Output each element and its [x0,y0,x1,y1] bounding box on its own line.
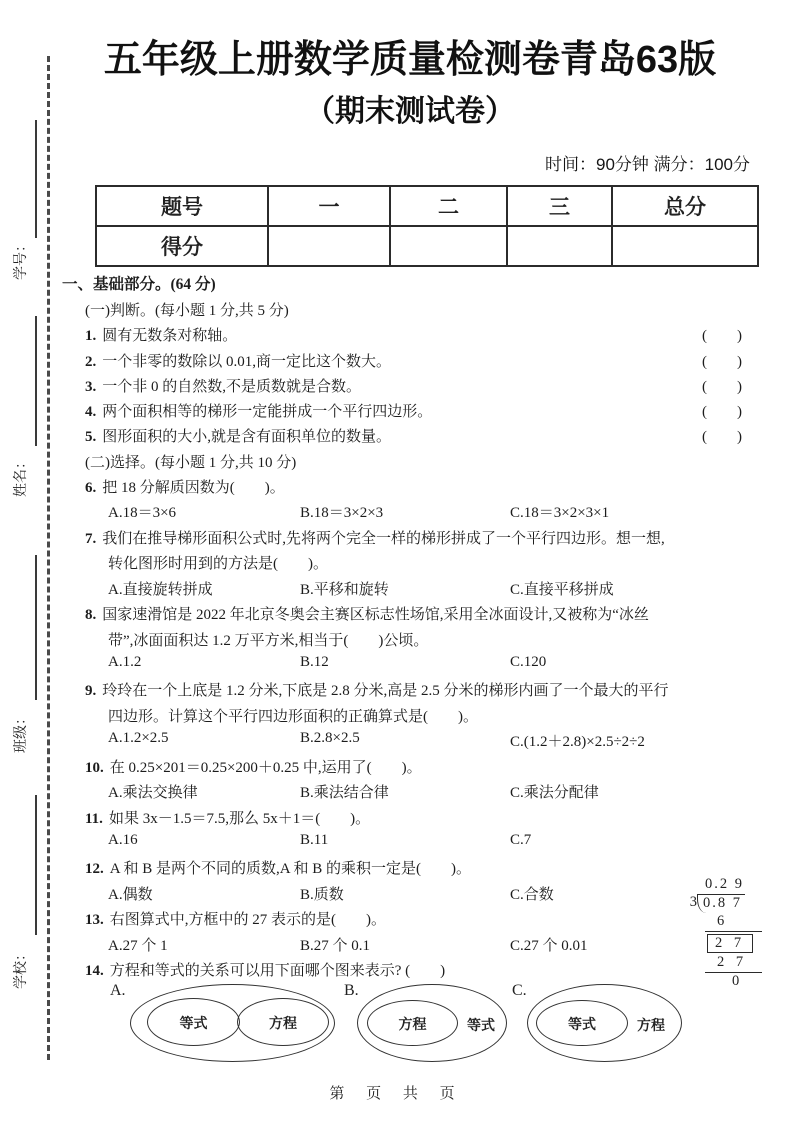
score-cell-empty-3 [507,226,612,266]
choice-question-9: 9. 玲玲在一个上底是 1.2 分米,下底是 2.8 分米,高是 2.5 分米的梯形内画了一个最大的平行 [85,683,669,699]
score-table [95,185,759,267]
question-number: 7. [85,531,97,547]
choice-question-13: 13. 右图算式中,方框中的 27 表示的是( )。 [85,912,386,928]
score-table-header-row [96,186,758,226]
option-c: C.18＝3×2×3×1 [510,505,610,521]
question-number: 5. [85,429,97,445]
option-a: A.16 [108,832,138,848]
school-blank-line [35,795,37,935]
question-number: 8. [85,607,97,623]
question-number: 13. [85,912,104,928]
question-6-options [108,501,748,522]
division-remainder: 0 [732,973,740,989]
score-cell-empty-4 [612,226,758,266]
venn-a-left-text: 等式 [179,1017,208,1032]
option-c: C.27 个 0.01 [510,938,588,954]
paper-subtitle: （期末测试卷） [305,95,515,128]
venn-b-outer-text: 等式 [467,1019,495,1034]
class-blank-line [35,555,37,700]
choice-question-7: 7. 我们在推导梯形面积公式时,先将两个完全一样的梯形拼成了一个平行四边形。想一想, [85,531,665,547]
question-number: 9. [85,683,97,699]
score-cell-score-label: 得分 [96,226,268,266]
binding-dashed-line [47,56,50,1060]
part1-heading: 一、基础部分。(64 分) [62,276,216,293]
option-a: A.27 个 1 [108,938,168,954]
judge-question-2-text: 2. 一个非零的数除以 0.01,商一定比这个数大。 [85,354,392,370]
question-11-options [108,832,748,849]
question-number: 14. [85,963,104,979]
option-a: A.偶数 [108,887,153,903]
option-b: B.12 [300,654,329,670]
score-table-score-row [96,226,758,266]
option-c: C.直接平移拼成 [510,582,614,598]
option-a: A.1.2 [108,654,142,670]
venn-c-label: C. [512,982,527,999]
score-cell-empty-2 [390,226,507,266]
option-a: A.乘法交换律 [108,785,198,801]
judge-answer-paren: ( ) [702,404,742,420]
name-label: 姓名： [14,455,29,497]
judge-answer-paren: ( ) [702,429,742,445]
choice-section-heading: (二)选择。(每小题 1 分,共 10 分) [85,455,297,471]
long-division-figure [686,876,778,990]
venn-c-inner-text: 等式 [568,1018,596,1033]
choice-question-6: 6. 把 18 分解质因数为( )。 [85,480,285,496]
choice-question-9-line2: 四边形。计算这个平行四边形面积的正确算式是( )。 [108,709,478,725]
score-cell-empty-1 [268,226,390,266]
choice-question-12: 12. A 和 B 是两个不同的质数,A 和 B 的乘积一定是( )。 [85,861,472,877]
venn-a-label: A. [110,982,126,999]
choice-question-11: 11. 如果 3x－1.5＝7.5,那么 5x＋1＝( )。 [85,811,371,827]
judge-answer-paren: ( ) [702,354,742,370]
option-c: C.乘法分配律 [510,785,599,801]
judge-question-2 [85,350,742,371]
option-b: B.平移和旋转 [300,582,389,598]
school-label: 学校： [14,947,29,989]
score-cell-total: 总分 [612,186,758,226]
class-label: 班级： [14,711,29,753]
division-step2: 2 7 [717,954,748,970]
option-b: B.乘法结合律 [300,785,389,801]
division-bracket-row [686,894,778,913]
venn-c-outer-text: 方程 [637,1019,665,1034]
division-dividend: 0.8 7 [697,894,745,913]
judge-question-4 [85,400,742,421]
division-step1: 6 [717,913,725,929]
question-number: 11. [85,811,103,827]
judge-answer-paren: ( ) [702,328,742,344]
option-b: B.27 个 0.1 [300,938,371,954]
name-blank-line [35,316,37,446]
judge-question-5 [85,425,742,446]
score-cell-part3: 三 [507,186,612,226]
choice-question-14: 14. 方程和等式的关系可以用下面哪个图来表示? ( ) [85,963,446,979]
question-9-options [108,730,748,751]
option-c: C.7 [510,832,532,848]
page-footer: 第 页 共 页 [329,1086,464,1102]
option-c: C.120 [510,654,547,670]
judge-answer-paren: ( ) [702,379,742,395]
question-7-options [108,578,748,599]
venn-b-inner-text: 方程 [398,1018,427,1033]
judge-section-heading: (一)判断。(每小题 1 分,共 5 分) [85,303,289,319]
time-score-meta: 时间：90分钟 满分：100分 [545,155,750,174]
question-8-options [108,654,748,671]
student-id-blank-line [35,120,37,238]
question-number: 10. [85,760,104,776]
division-quotient: 0.2 9 [705,876,744,892]
choice-question-7-line2: 转化图形时用到的方法是( )。 [108,556,328,572]
question-number: 12. [85,861,104,877]
venn-b-label: B. [344,982,359,999]
choice-question-10: 10. 在 0.25×201＝0.25×200＋0.25 中,运用了( )。 [85,760,422,776]
judge-question-1-text: 1. 圆有无数条对称轴。 [85,328,238,344]
judge-question-3-text: 3. 一个非 0 的自然数,不是质数就是合数。 [85,379,362,395]
option-b: B.质数 [300,887,344,903]
question-number: 1. [85,328,97,344]
division-divisor: 3 [689,894,697,910]
option-a: A.1.2×2.5 [108,730,169,746]
option-b: B.2.8×2.5 [300,730,360,746]
judge-question-1 [85,324,742,345]
choice-question-8-line2: 带”,冰面面积达 1.2 万平方米,相当于( )公顷。 [108,633,429,649]
question-number: 4. [85,404,97,420]
option-b: B.11 [300,832,329,848]
question-number: 6. [85,480,97,496]
score-cell-part1: 一 [268,186,390,226]
score-cell-part2: 二 [390,186,507,226]
question-10-options [108,781,748,802]
judge-question-3 [85,375,742,396]
venn-a-right-text: 方程 [269,1017,297,1032]
score-cell-question-no: 题号 [96,186,268,226]
judge-question-4-text: 4. 两个面积相等的梯形一定能拼成一个平行四边形。 [85,404,433,420]
judge-question-5-text: 5. 图形面积的大小,就是含有面积单位的数量。 [85,429,392,445]
option-a: A.直接旋转拼成 [108,582,213,598]
paper-title: 五年级上册数学质量检测卷青岛63版 [103,39,717,81]
division-boxed-27: 2 7 [707,934,753,953]
option-c: C.(1.2＋2.8)×2.5÷2÷2 [510,734,645,750]
question-13-options [108,934,668,955]
option-c: C.合数 [510,887,554,903]
student-id-label: 学号： [14,238,29,280]
question-12-options [108,883,668,904]
choice-question-8: 8. 国家速滑馆是 2022 年北京冬奥会主赛区标志性场馆,采用全冰面设计,又被称为“冰丝 [85,607,649,623]
option-a: A.18＝3×6 [108,505,177,521]
question-number: 2. [85,354,97,370]
option-b: B.18＝3×2×3 [300,505,384,521]
question-number: 3. [85,379,97,395]
